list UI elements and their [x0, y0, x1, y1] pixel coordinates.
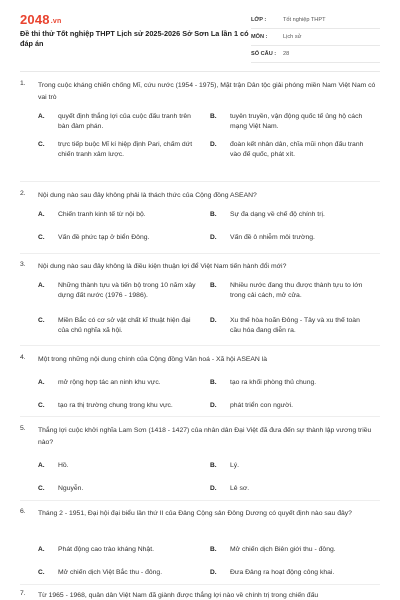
question-text: Tháng 2 - 1951, Đại hội đại biểu lần thứ II của Đảng Cộng sản Đông Dương có quyết định nào sau đây?: [38, 510, 352, 517]
question-text: Nội dung nào sau đây không phải là thách thức của Cộng đồng ASEAN?: [38, 192, 257, 199]
question-text: Thắng lợi cuộc khởi nghĩa Lam Sơn (1418 - 1427) của nhân dân Đại Việt đã đưa đến sự thành lập vương triều nào?: [38, 427, 372, 446]
question-number: 4.: [20, 354, 26, 361]
header: [0, 0, 400, 64]
question-divider: [20, 181, 380, 182]
meta-row-class: [251, 12, 380, 29]
exam-meta: [251, 12, 380, 63]
question-1: 1. Trong cuộc kháng chiến chống Mĩ, cứu nước (1954 - 1975), Mặt trận Dân tộc giải phóng miền Nam Việt Nam có vai trò A. quyết định thắng lợi của cuộc đấu tranh trên bàn đàm phán. B. tuyên truyền, vận động quốc tế ủng hộ cách mạng Việt Nam. C. trực tiếp buộc Mĩ kí hiệp định Pari, chấm dứt chiến tranh xâm lược. D. đoàn kết nhân dân, chĩa mũi nhọn đấu tranh vào đế quốc, phát xít.: [20, 80, 380, 170]
exam-title: Đề thi thử Tốt nghiệp THPT Lịch sử 2025-2026 Sở Sơn La lần 1 có đáp án: [20, 29, 249, 48]
question-2: 2. Nội dung nào sau đây không phải là thách thức của Cộng đồng ASEAN? A. Chiến tranh kinh tế từ nội bộ. B. Sự đa dạng về chế độ chính trị. C. Vấn đề phức tạp ở biển Đông. D. Vấn đề ô nhiễm môi trường.: [20, 190, 380, 250]
header-divider: [20, 71, 380, 72]
question-divider: [20, 253, 380, 254]
site-logo[interactable]: 2048.vn: [20, 12, 62, 27]
question-text: Nội dung nào sau đây không là điều kiện thuận lợi để Việt Nam tiến hành đổi mới?: [38, 263, 287, 270]
question-4: 4. Một trong những nội dung chính của Cộng đồng Văn hoá - Xã hội ASEAN là A. mở rộng hợp tác an ninh khu vực. B. tạo ra khối phòng thủ chung. C. tạo ra thị trường chung trong khu vực. D. phát triển con người.: [20, 354, 380, 414]
question-7: [20, 590, 380, 600]
question-divider: [20, 416, 380, 417]
question-number: 1.: [20, 80, 26, 87]
question-number: 7.: [20, 590, 26, 597]
question-6: 6. Tháng 2 - 1951, Đại hội đại biểu lần thứ II của Đảng Cộng sản Đông Dương có quyết định nào sau đây? A. Phát động cao trào kháng Nhật. B. Mở chiến dịch Biên giới thu - đông. C. Mở chiến dịch Việt Bắc thu - đông. D. Đưa Đảng ra hoạt động công khai.: [20, 508, 380, 580]
question-divider: [20, 345, 380, 346]
meta-value: Lịch sử: [283, 34, 302, 40]
question-number: 3.: [20, 261, 26, 268]
question-text: Từ 1965 - 1968, quân dân Việt Nam đã giành được thắng lợi nào về chính trị trong chiến đấu: [38, 592, 319, 599]
question-number: 6.: [20, 508, 26, 515]
meta-key: LỚP :: [251, 17, 267, 23]
meta-key: MÔN :: [251, 34, 268, 40]
question-number: 5.: [20, 425, 26, 432]
question-number: 2.: [20, 190, 26, 197]
question-3: 3. Nội dung nào sau đây không là điều kiện thuận lợi để Việt Nam tiến hành đổi mới? A. Những thành tựu và tiến bộ trong 10 năm xây dựng đất nước (1976 - 1986). B. Nhiều nước đang thu được thành tựu to lớn trong cải cách, mở cửa. C. Miền Bắc có cơ sở vật chất kĩ thuật hiện đại của chủ nghĩa xã hội. D. Xu thế hòa hoãn Đông - Tây và xu thế toàn cầu hóa đang diễn ra.: [20, 261, 380, 341]
question-divider: [20, 584, 380, 585]
meta-row-subject: [251, 29, 380, 46]
question-text: Trong cuộc kháng chiến chống Mĩ, cứu nước (1954 - 1975), Mặt trận Dân tộc giải phóng miền Nam Việt Nam có vai trò: [38, 82, 376, 101]
meta-key: SỐ CÂU :: [251, 51, 277, 57]
meta-value: Tốt nghiệp THPT: [283, 17, 326, 23]
question-text: Một trong những nội dung chính của Cộng đồng Văn hoá - Xã hội ASEAN là: [38, 356, 268, 363]
meta-value: 28: [283, 51, 290, 57]
question-divider: [20, 500, 380, 501]
meta-row-count: [251, 46, 380, 63]
question-5: 5. Thắng lợi cuộc khởi nghĩa Lam Sơn (1418 - 1427) của nhân dân Đại Việt đã đưa đến sự thành lập vương triều nào? A. Hồ. B. Lý. C. Nguyễn. D. Lê sơ.: [20, 425, 380, 497]
